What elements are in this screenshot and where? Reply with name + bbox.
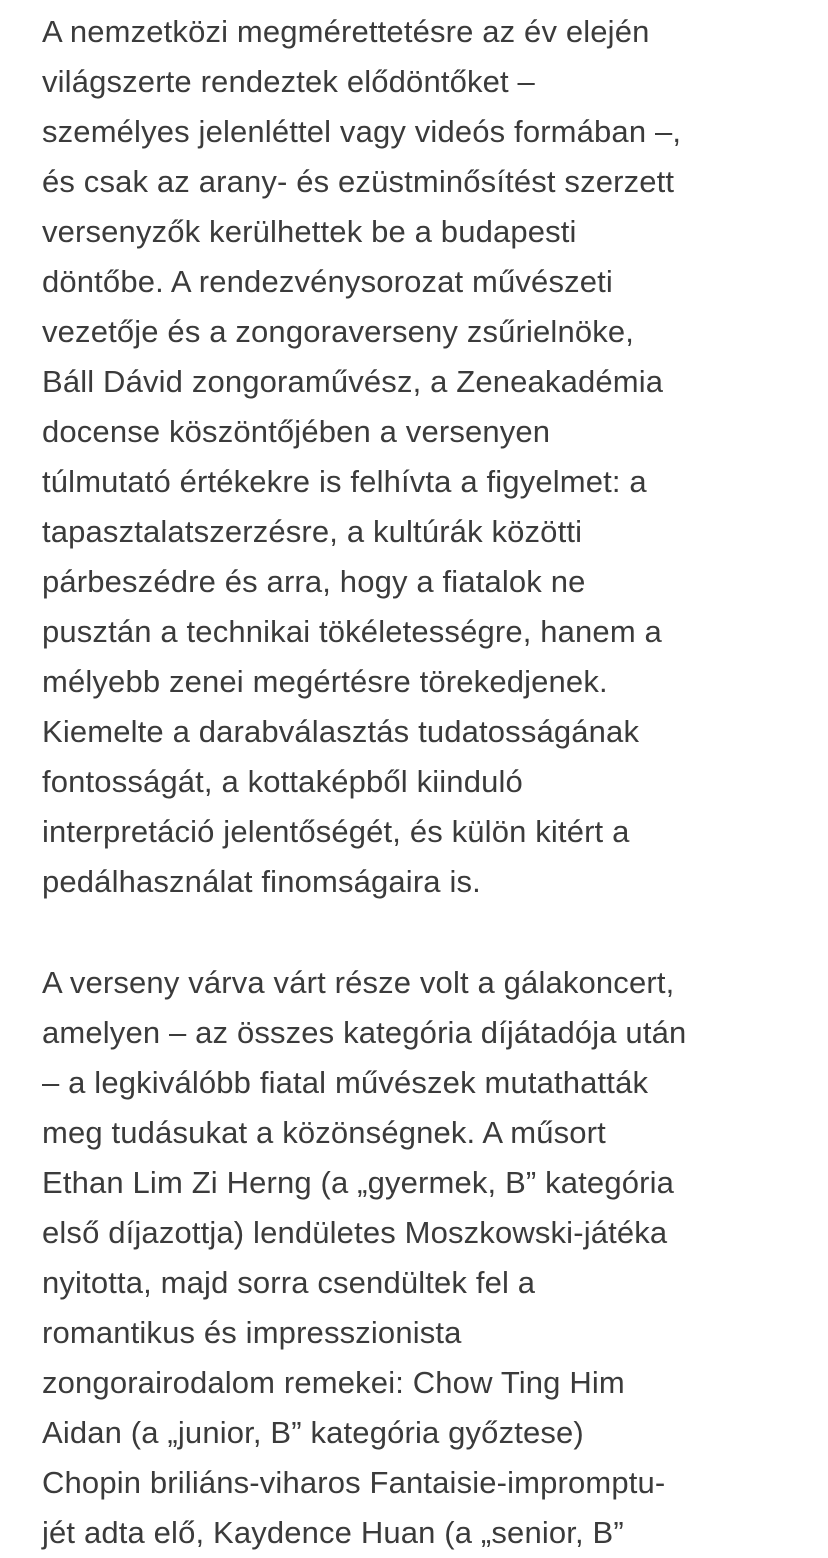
- text-line: amelyen – az összes kategória díjátadója után: [42, 1015, 687, 1050]
- text-line: A verseny várva várt része volt a gálakoncert,: [42, 965, 675, 1000]
- text-line: vezetője és a zongoraverseny zsűrielnöke,: [42, 314, 635, 349]
- paragraph-1: [42, 7, 802, 907]
- paragraph-2: [42, 958, 802, 1558]
- text-line: Aidan (a „junior, B” kategória győztese): [42, 1415, 584, 1450]
- text-line: mélyebb zenei megértésre törekedjenek.: [42, 664, 608, 699]
- text-line: Ethan Lim Zi Herng (a „gyermek, B” kategória: [42, 1165, 675, 1200]
- text-line: – a legkiválóbb fiatal művészek mutathatták: [42, 1065, 649, 1100]
- text-line: Chopin briliáns-viharos Fantaisie-impromptu-: [42, 1465, 666, 1500]
- text-line: A nemzetközi megmérettetésre az év elején: [42, 14, 650, 49]
- text-line: párbeszédre és arra, hogy a fiatalok ne: [42, 564, 586, 599]
- text-line: pedálhasználat finomságaira is.: [42, 864, 481, 899]
- text-line: tapasztalatszerzésre, a kultúrák közötti: [42, 514, 583, 549]
- text-line: romantikus és impresszionista: [42, 1315, 462, 1350]
- text-line: docense köszöntőjében a versenyen: [42, 414, 551, 449]
- text-line: túlmutató értékekre is felhívta a figyelmet: a: [42, 464, 647, 499]
- text-line: jét adta elő, Kaydence Huan (a „senior, B”: [42, 1515, 624, 1550]
- text-line: fontosságát, a kottaképből kiinduló: [42, 764, 523, 799]
- text-line: döntőbe. A rendezvénysorozat művészeti: [42, 264, 613, 299]
- paragraph-spacer: [42, 907, 802, 958]
- text-line: és csak az arany- és ezüstminősítést szerzett: [42, 164, 675, 199]
- text-line: Kiemelte a darabválasztás tudatosságának: [42, 714, 640, 749]
- text-line: pusztán a technikai tökéletességre, hanem a: [42, 614, 662, 649]
- text-line: nyitotta, majd sorra csendültek fel a: [42, 1265, 536, 1300]
- text-line: Báll Dávid zongoraművész, a Zeneakadémia: [42, 364, 664, 399]
- text-line: meg tudásukat a közönségnek. A műsort: [42, 1115, 606, 1150]
- article-body: [42, 7, 802, 1558]
- text-line: első díjazottja) lendületes Moszkowski-játéka: [42, 1215, 668, 1250]
- text-line: világszerte rendeztek elődöntőket –: [42, 64, 535, 99]
- text-line: interpretáció jelentőségét, és külön kitért a: [42, 814, 630, 849]
- text-line: versenyzők kerülhettek be a budapesti: [42, 214, 577, 249]
- text-line: zongorairodalom remekei: Chow Ting Him: [42, 1365, 625, 1400]
- text-line: személyes jelenléttel vagy videós formában –,: [42, 114, 682, 149]
